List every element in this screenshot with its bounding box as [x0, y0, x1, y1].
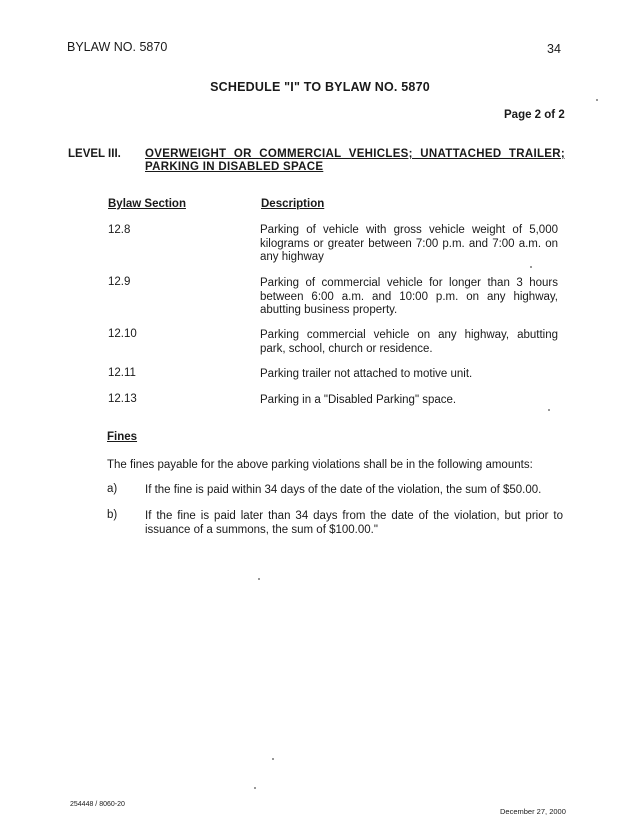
footer-doc-ref: 254448 / 8060-20: [70, 801, 125, 808]
fine-item-letter: a): [107, 483, 118, 495]
table-row-description: Parking in a "Disabled Parking" space.: [260, 394, 457, 406]
table-row-section: 12.11: [108, 367, 136, 379]
table-row-description: Parking of commercial vehicle for longer than 3 hours between 6:00 a.m. and 10:00 p.m. on any highway, abutting business property.: [260, 277, 558, 316]
fines-heading: Fines: [107, 431, 138, 443]
column-header-section: Bylaw Section: [108, 198, 186, 210]
column-header-description: Description: [261, 198, 325, 210]
fine-item-text: If the fine is paid within 34 days of the date of the violation, the sum of $50.00.: [145, 484, 542, 496]
table-row-description: Parking commercial vehicle on any highway, abutting park, school, church or residence.: [260, 329, 558, 355]
fine-item-letter: b): [107, 509, 118, 521]
table-row-section: 12.10: [108, 328, 137, 340]
table-row-description: Parking of vehicle with gross vehicle weight of 5,000 kilograms or greater between 7:00 p.m. and 7:00 a.m. on any highway: [260, 224, 558, 263]
header-bylaw-label: BYLAW NO. 5870: [67, 40, 168, 54]
scan-speck: [530, 266, 532, 268]
table-row-section: 12.8: [108, 224, 131, 236]
fines-intro: The fines payable for the above parking violations shall be in the following amounts:: [107, 459, 533, 471]
table-row-section: 12.9: [108, 276, 131, 288]
scan-speck: [272, 758, 274, 760]
scan-speck: [596, 99, 598, 101]
schedule-title: SCHEDULE "I" TO BYLAW NO. 5870: [210, 80, 430, 94]
scan-speck: [548, 409, 550, 411]
header-page-number: 34: [547, 42, 561, 56]
page-indicator: Page 2 of 2: [504, 109, 565, 121]
scan-speck: [254, 787, 256, 789]
footer-date: December 27, 2000: [500, 807, 566, 816]
scan-speck: [258, 578, 260, 580]
table-row-description: Parking trailer not attached to motive unit.: [260, 368, 473, 380]
level-label: LEVEL III.: [68, 148, 121, 160]
table-row-section: 12.13: [108, 393, 137, 405]
level-title: OVERWEIGHT OR COMMERCIAL VEHICLES; UNATTACHED TRAILER; PARKING IN DISABLED SPACE: [145, 148, 565, 173]
fine-item-text: If the fine is paid later than 34 days from the date of the violation, but prior to issuance of a summons, the sum of $100.00.": [145, 510, 563, 536]
